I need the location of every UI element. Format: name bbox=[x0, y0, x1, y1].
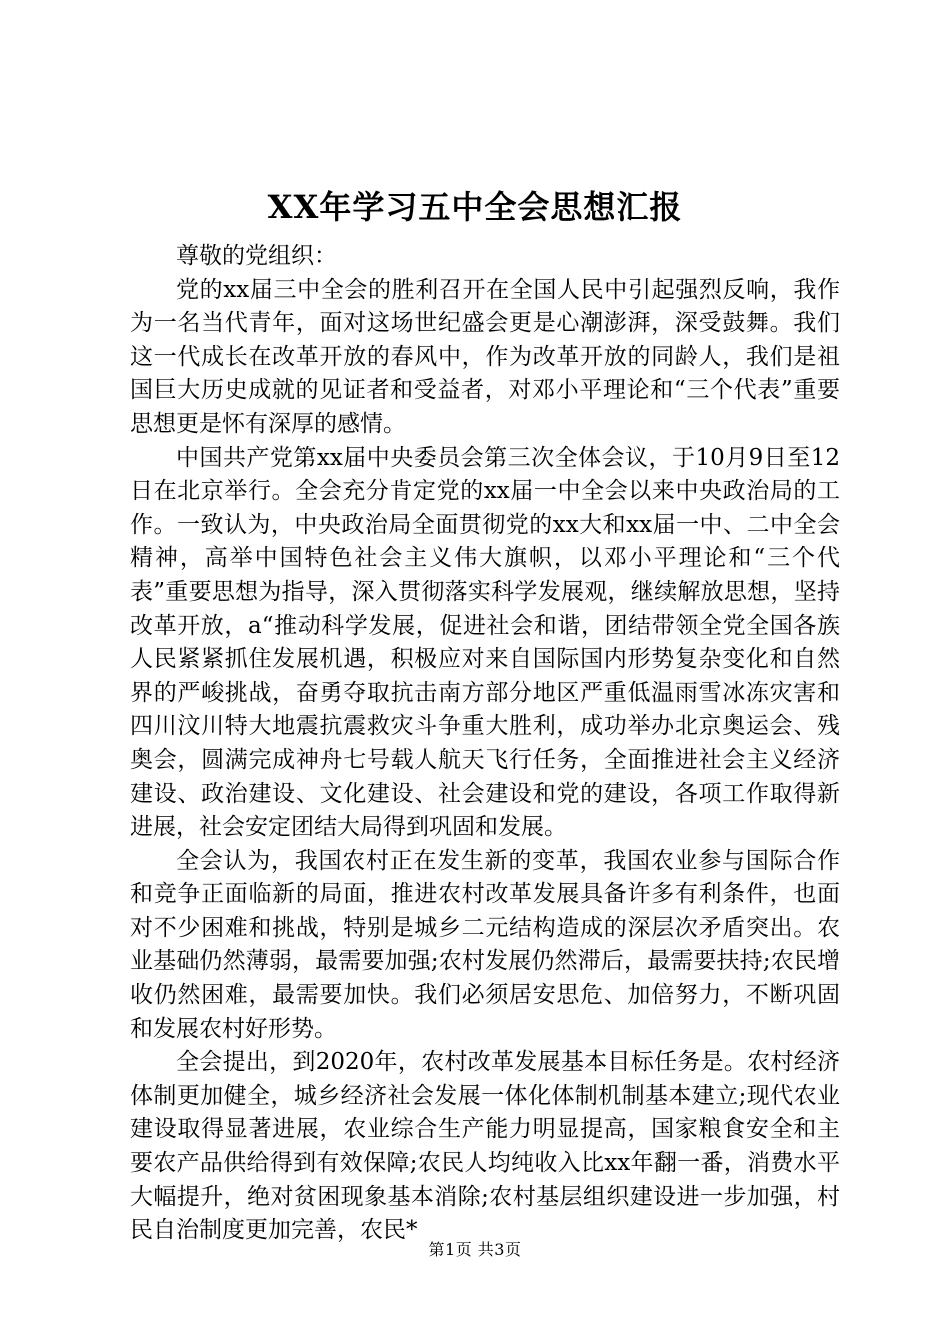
document-title: XX年学习五中全会思想汇报 bbox=[267, 188, 683, 226]
paragraph-2: 中国共产党第xx届中央委员会第三次全体会议，于10月9日至12日在北京举行。全会充分肯定党的xx届一中全会以来中央政治局的工作。一致认为，中央政治局全面贯彻党的xx大和xx届一中、二中全会精神，高举中国特色社会主义伟大旗帜，以邓小平理论和“三个代表”重要思想为指导，深入贯彻落实科学发展观，继续解放思想，坚持改革开放，a“推动科学发展，促进社会和谐，团结带领全党全国各族人民紧紧抓住发展机遇，积极应对来自国际国内形势复杂变化和自然界的严峻挑战，奋勇夺取抗击南方部分地区严重低温雨雪冰冻灾害和四川汶川特大地震抗震救灾斗争重大胜利，成功举办北京奥运会、残奥会，圆满完成神舟七号载人航天飞行任务，全面推进社会主义经济建设、政治建设、文化建设、社会建设和党的建设，各项工作取得新进展，社会安定团结大局得到巩固和发展。 bbox=[130, 444, 840, 841]
document-body bbox=[130, 240, 840, 1248]
paragraph-3: 全会认为，我国农村正在发生新的变革，我国农业参与国际合作和竞争正面临新的局面，推进农村改革发展具备许多有利条件，也面对不少困难和挑战，特别是城乡二元结构造成的深层次矛盾突出。农业基础仍然薄弱，最需要加强;农村发展仍然滞后，最需要扶持;农民增收仍然困难，最需要加快。我们必须居安思危、加倍努力，不断巩固和发展农村好形势。 bbox=[130, 847, 840, 1042]
salutation: 尊敬的党组织： bbox=[176, 243, 337, 269]
paragraph-1: 党的xx届三中全会的胜利召开在全国人民中引起强烈反响，我作为一名当代青年，面对这场世纪盛会更是心潮澎湃，深受鼓舞。我们这一代成长在改革开放的春风中，作为改革开放的同龄人，我们是祖国巨大历史成就的见证者和受益者，对邓小平理论和“三个代表”重要思想更是怀有深厚的感情。 bbox=[130, 276, 840, 437]
paragraph-4: 全会提出，到2020年，农村改革发展基本目标任务是。农村经济体制更加健全，城乡经济社会发展一体化体制机制基本建立;现代农业建设取得显著进展，农业综合生产能力明显提高，国家粮食安全和主要农产品供给得到有效保障;农民人均纯收入比xx年翻一番，消费水平大幅提升，绝对贫困现象基本消除;农村基层组织建设进一步加强，村民自治制度更加完善，农民* bbox=[130, 1049, 840, 1244]
page-footer: 第1页 共3页 bbox=[428, 1240, 522, 1259]
